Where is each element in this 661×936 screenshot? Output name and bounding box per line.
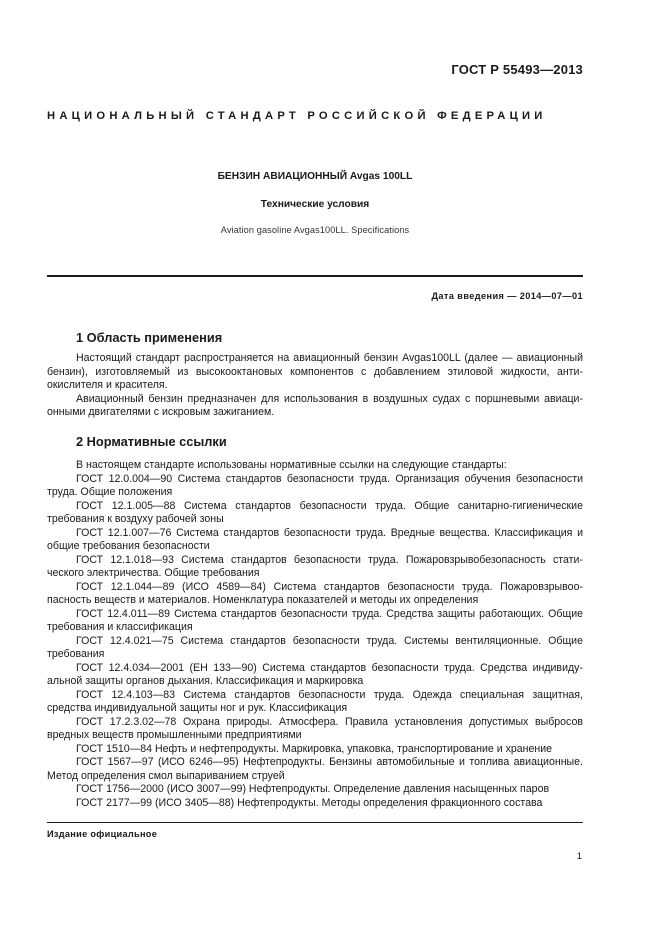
- document-subtitle: Технические условия: [260, 199, 370, 210]
- english-title: Aviation gasoline Avgas100LL. Specifications: [220, 225, 410, 235]
- reference-item: ГОСТ 12.1.044—89 (ИСО 4589—84) Система стандартов безопасности труда. Пожаровзрывоопасность веществ и материалов. Номенклатура показателей и методы их определения: [47, 580, 583, 606]
- reference-item: ГОСТ 12.4.034—2001 (ЕН 133—90) Система стандартов безопасности труда. Средства индивидуальной защиты органов дыхания. Классификация и маркировка: [47, 661, 583, 687]
- introduction-date: Дата введения — 2014—07—01: [431, 291, 583, 301]
- section-1-body: [47, 352, 583, 420]
- reference-item: ГОСТ 1567—97 (ИСО 6246—95) Нефтепродукты. Бензины автомобильные и топлива авиационные. Метод определения смол выпариванием струей: [47, 756, 583, 782]
- reference-item: ГОСТ 12.1.018—93 Система стандартов безопасности труда. Пожаровзрывобезопасность статического электричества. Общие требования: [47, 553, 583, 579]
- reference-item: ГОСТ 17.2.3.02—78 Охрана природы. Атмосфера. Правила установления допустимых выбросов вредных веществ промышленными предприятиями: [47, 715, 583, 741]
- reference-item: ГОСТ 12.4.021—75 Система стандартов безопасности труда. Системы вентиляционные. Общие требования: [47, 634, 583, 660]
- page-number: 1: [576, 851, 582, 862]
- reference-item: ГОСТ 12.4.103—83 Система стандартов безопасности труда. Одежда специальная защитная, средства индивидуальной защиты ног и рук. Классификация: [47, 688, 583, 714]
- reference-item: ГОСТ 1756—2000 (ИСО 3007—99) Нефтепродукты. Определение давления насыщенных паров: [76, 783, 550, 795]
- section-2-heading: 2 Нормативные ссылки: [76, 434, 227, 449]
- reference-item: ГОСТ 2177—99 (ИСО 3405—88) Нефтепродукты. Методы определения фракционного состава: [76, 796, 543, 809]
- reference-item: ГОСТ 12.1.005—88 Система стандартов безопасности труда. Общие санитарно-гигиенические требования к воздуху рабочей зоны: [47, 499, 583, 525]
- edition-label: Издание официальное: [47, 829, 158, 839]
- reference-item: ГОСТ 12.4.011—89 Система стандартов безопасности труда. Средства защиты работающих. Общие требования и классификация: [47, 607, 583, 633]
- reference-item: ГОСТ 12.1.007—76 Система стандартов безопасности труда. Вредные вещества. Классификация и общие требования безопасности: [47, 526, 583, 552]
- document-code: ГОСТ Р 55493—2013: [451, 62, 583, 77]
- paragraph: Настоящий стандарт распространяется на авиационный бензин Avgas100LL (далее — авиационный бензин), изготовляемый из высокооктановых компонентов с добавлением этиловой жидкости, антиокислителя и красителя.: [47, 352, 583, 391]
- reference-item: ГОСТ 12.0.004—90 Система стандартов безопасности труда. Организация обучения безопасности труда. Общие положения: [47, 472, 583, 498]
- reference-item: ГОСТ 1510—84 Нефть и нефтепродукты. Маркировка, упаковка, транспортирование и хранение: [76, 742, 553, 755]
- references-intro: В настоящем стандарте использованы нормативные ссылки на следующие стандарты:: [76, 459, 507, 471]
- section-2-body: [47, 459, 583, 810]
- national-standard-banner: НАЦИОНАЛЬНЫЙ СТАНДАРТ РОССИЙСКОЙ ФЕДЕРАЦИИ: [47, 110, 547, 122]
- section-1-heading: 1 Область применения: [76, 330, 223, 345]
- document-title: БЕНЗИН АВИАЦИОННЫЙ Avgas 100LL: [217, 171, 413, 182]
- paragraph: Авиационный бензин предназначен для использования в воздушных судах с поршневыми авиационными двигателями с искровым зажиганием.: [47, 392, 583, 418]
- bottom-divider: [47, 822, 583, 823]
- top-divider: [47, 275, 583, 277]
